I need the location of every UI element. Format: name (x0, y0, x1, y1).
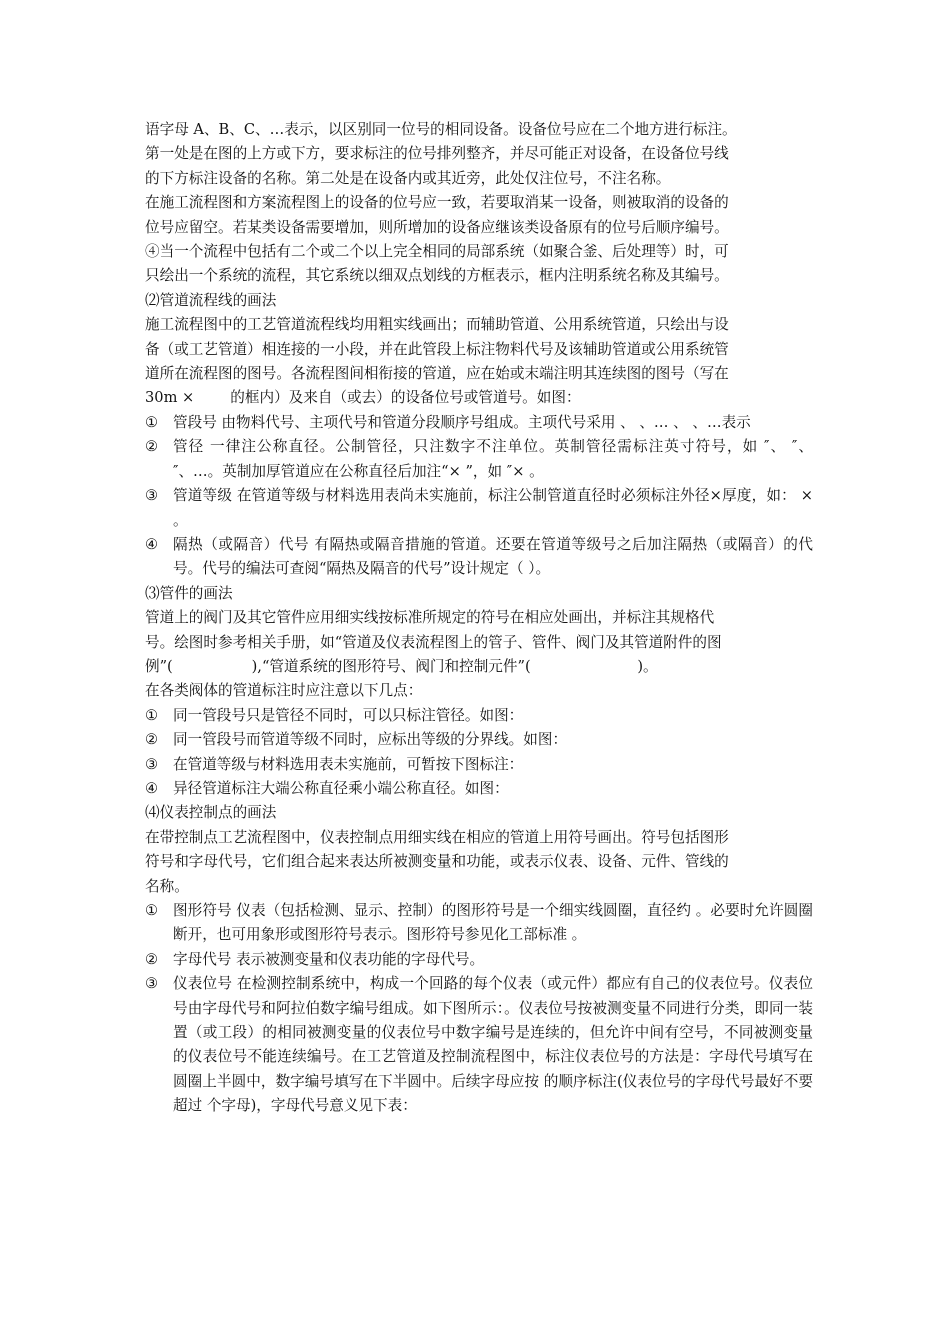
list-text: 管道等级 在管道等级与材料选用表尚未实施前，标注公制管道直径时必须标注外径×厚度，如： × 。 (173, 487, 813, 529)
paragraph-line: 道所在流程图的图号。各流程图间相衔接的管道，应在始或末端注明其连续图的图号（写在 (145, 365, 729, 383)
list-text: 异径管道标注大端公称直径乘小端公称直径。如图： (173, 779, 509, 797)
list-item (145, 948, 813, 972)
list-text: 图形符号 仪表（包括检测、显示、控制）的图形符号是一个细实线圆圈，直径约 。必要时允许圆圈断开，也可用象形或图形符号表示。图形符号参见化工部标准 。 (173, 902, 813, 944)
section-heading: ⑵管道流程线的画法 (145, 291, 277, 309)
list-item (145, 484, 813, 533)
section-heading: ⑶管件的画法 (145, 584, 233, 602)
paragraph-line (145, 386, 813, 410)
frame-size-text: 30m × (145, 389, 195, 407)
paragraph-line: 在带控制点工艺流程图中，仪表控制点用细实线在相应的管道上用符号画出。符号包括图形 (145, 828, 729, 846)
frame-suffix-text: 的框内）及来自（或去）的设备位号或管道号。如图： (230, 389, 581, 407)
paragraph-line: 第一处是在图的上方或下方，要求标注的位号排列整齐，并尽可能正对设备，在设备位号线 (145, 145, 729, 163)
list-item (145, 435, 813, 484)
paragraph-line: 的下方标注设备的名称。第二处是在设备内或其近旁，此处仅注位号，不注名称。 (145, 169, 671, 187)
list-item (145, 777, 813, 801)
list-item (145, 411, 813, 435)
list-number: ① (145, 706, 159, 724)
paragraph-line: 语字母 A、B、C、…表示，以区别同一位号的相同设备。设备位号应在二个地方进行标注。 (145, 121, 737, 138)
section-heading: ⑷仪表控制点的画法 (145, 804, 277, 822)
paragraph-line: 位号应留空。若某类设备需要增加，则所增加的设备应继该类设备原有的位号后顺序编号。 (145, 218, 729, 236)
paragraph-line: 在各类阀体的管道标注时应注意以下几点： (145, 682, 423, 700)
list-number: ④ (145, 779, 159, 797)
list-text: 管径 一律注公称直径。公制管径，只注数字不注单位。英制管径需标注英寸符号，如 ″、 ″、 ″、…。英制加厚管道应在公称直径后加注“× ”，如 ″× 。 (173, 438, 813, 480)
list-item (145, 704, 813, 728)
list-item (145, 972, 813, 1118)
paragraph-line: 例”( ),“管道系统的图形符号、阀门和控制元件”( )。 (145, 657, 658, 675)
list-number: ① (145, 902, 159, 919)
document-page (145, 118, 813, 1119)
paragraph-line: 管道上的阀门及其它管件应用细实线按标准所规定的符号在相应处画出，并标注其规格代 (145, 609, 715, 627)
list-number: ③ (145, 975, 159, 993)
list-text: 同一管段号而管道等级不同时，应标出等级的分界线。如图： (173, 731, 568, 749)
paragraph-line: 备（或工艺管道）相连接的一小段，并在此管段上标注物料代号及该辅助管道或公用系统管 (145, 340, 729, 358)
list-text: 管段号 由物料代号、主项代号和管道分段顺序号组成。主项代号采用 、 、… 、 、…表示 (173, 413, 751, 431)
paragraph-line: 在施工流程图和方案流程图上的设备的位号应一致，若要取消某一设备，则被取消的设备的 (145, 194, 729, 212)
paragraph-line: 名称。 (145, 877, 189, 895)
list-number: ③ (145, 487, 159, 505)
paragraph-line: ④当一个流程中包括有二个或二个以上完全相同的局部系统（如聚合釜、后处理等）时，可 (145, 243, 729, 261)
paragraph-line: 只绘出一个系统的流程，其它系统以细双点划线的方框表示，框内注明系统名称及其编号。 (145, 267, 729, 285)
list-number: ④ (145, 535, 159, 553)
list-number: ② (145, 950, 159, 968)
list-item (145, 728, 813, 752)
list-text: 在管道等级与材料选用表未实施前，可暂按下图标注： (173, 755, 524, 773)
list-text: 隔热（或隔音）代号 有隔热或隔音措施的管道。还要在管道等级号之后加注隔热（或隔音）的代号。代号的编法可查阅“隔热及隔音的代号”设计规定（ ）。 (173, 535, 813, 578)
list-number: ② (145, 731, 159, 749)
list-text: 字母代号 表示被测变量和仪表功能的字母代号。 (173, 950, 485, 968)
list-text: 同一管段号只是管径不同时，可以只标注管径。如图： (173, 706, 524, 724)
list-text: 仪表位号 在检测控制系统中，构成一个回路的每个仪表（或元件）都应有自己的仪表位号。仪表位号由字母代号和阿拉伯数字编号组成。如下图所示：。仪表位号按被测变量不同进行分类，即同一装置（或工段）的相同被测变量的仪表位号中数字编号是连续的，但允许中间有空号，不同被测变量的仪表位号不能连续编号。在工艺管道及控制流程图中，标注仪表位号的方法是：字母代号填写在圆圈上半圆中，数字编号填写在下半圆中。后续字母应按 的顺序标注(仪表位号的字母代号最好不要超过 个字母)，字母代号意义见下表： (173, 975, 813, 1115)
list-number: ③ (145, 755, 159, 773)
list-item (145, 899, 813, 948)
list-item (145, 753, 813, 777)
paragraph-line: 号。绘图时参考相关手册，如“管道及仪表流程图上的管子、管件、阀门及其管道附件的图 (145, 633, 722, 651)
list-number: ② (145, 438, 159, 456)
paragraph-line: 施工流程图中的工艺管道流程线均用粗实线画出；而辅助管道、公用系统管道，只绘出与设 (145, 316, 729, 334)
list-item (145, 533, 813, 582)
list-number: ① (145, 413, 159, 431)
paragraph-line: 符号和字母代号，它们组合起来表达所被测变量和功能，或表示仪表、设备、元件、管线的 (145, 853, 729, 871)
